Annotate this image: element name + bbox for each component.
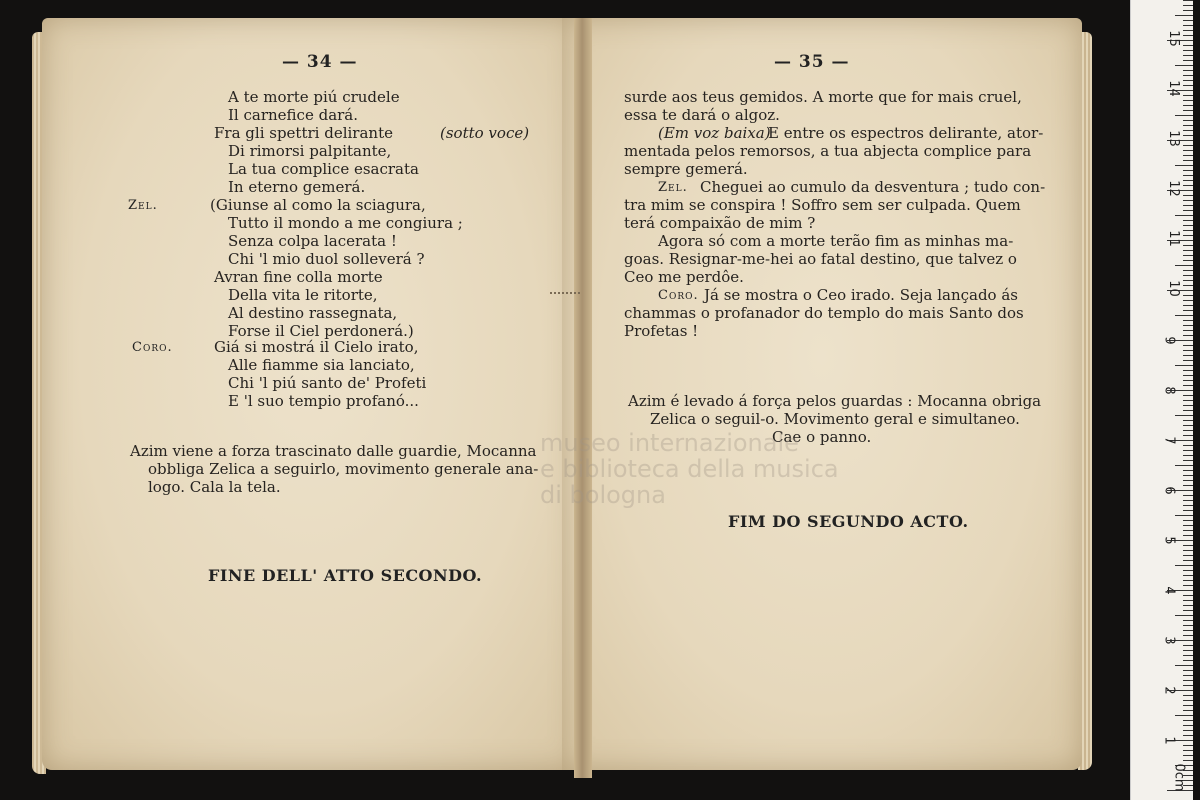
ruler-tick: [1183, 175, 1193, 176]
ruler-tick: [1183, 650, 1193, 651]
open-booklet: [30, 18, 1100, 788]
ruler-tick: [1183, 80, 1193, 81]
verse-line: Di rimorsi palpitante,: [228, 142, 392, 160]
ruler-tick: [1183, 320, 1193, 321]
verse-line: Forse il Ciel perdonerá.): [228, 322, 414, 340]
ruler-tick: [1183, 150, 1193, 151]
prose-line: mentada pelos remorsos, a tua abjecta complice para: [624, 142, 1032, 160]
ruler-tick: [1183, 10, 1193, 11]
binding-stitch: [550, 292, 580, 300]
act-end-heading: FIM DO SEGUNDO ACTO.: [728, 512, 969, 531]
ruler-tick: [1183, 470, 1193, 471]
verse-line: A te morte piú crudele: [228, 88, 400, 106]
ruler-tick: [1183, 745, 1193, 746]
ruler-tick: [1183, 720, 1193, 721]
ruler-tick: [1183, 725, 1193, 726]
ruler-tick: [1175, 465, 1193, 466]
ruler-tick: [1183, 235, 1193, 236]
ruler-tick: [1183, 630, 1193, 631]
ruler-tick: [1183, 130, 1193, 131]
ruler-tick: [1183, 210, 1193, 211]
left-page: [42, 18, 578, 770]
ruler-tick: [1183, 560, 1193, 561]
ruler-tick: [1183, 430, 1193, 431]
ruler-number: 8: [1161, 386, 1177, 395]
ruler-number: 10: [1165, 280, 1181, 297]
ruler-tick: [1175, 315, 1193, 316]
ruler-tick: [1183, 205, 1193, 206]
ruler-tick: [1183, 245, 1193, 246]
ruler-tick: [1183, 510, 1193, 511]
ruler-tick: [1175, 215, 1193, 216]
prose-line: Já se mostra o Ceo irado. Seja lançado ás: [704, 286, 1018, 304]
ruler-number: 14: [1165, 80, 1181, 97]
ruler-tick: [1183, 335, 1193, 336]
stage-direction-line: Zelica o seguil-o. Movimento geral e simultaneo.: [650, 410, 1020, 428]
stage-direction-line: Azim viene a forza trascinato dalle guardie, Mocanna: [130, 442, 537, 460]
ruler-tick: [1183, 100, 1193, 101]
ruler-tick: [1183, 275, 1193, 276]
ruler-tick: [1183, 195, 1193, 196]
ruler-tick: [1183, 110, 1193, 111]
stage-direction-line: Azim é levado á força pelos guardas : Mocanna obriga: [628, 392, 1042, 410]
ruler-tick: [1183, 330, 1193, 331]
ruler-tick: [1183, 445, 1193, 446]
ruler-number: 3: [1161, 636, 1177, 645]
ruler-tick: [1183, 530, 1193, 531]
ruler-tick: [1183, 410, 1193, 411]
ruler-tick: [1183, 70, 1193, 71]
act-end-heading: FINE DELL' ATTO SECONDO.: [208, 566, 483, 585]
ruler-number: 1: [1161, 736, 1177, 745]
ruler-tick: [1183, 695, 1193, 696]
ruler-tick: [1183, 200, 1193, 201]
ruler-tick: [1183, 525, 1193, 526]
ruler-tick: [1183, 360, 1193, 361]
ruler-tick: [1183, 505, 1193, 506]
verse-line: Tutto il mondo a me congiura ;: [228, 214, 463, 232]
verse-line: Chi 'l mio duol solleverá ?: [228, 250, 425, 268]
ruler-number: 11: [1165, 230, 1181, 247]
prose-line: sempre gemerá.: [624, 160, 748, 178]
ruler-tick: [1183, 660, 1193, 661]
verse-line: In eterno gemerá.: [228, 178, 366, 196]
ruler-tick: [1183, 385, 1193, 386]
ruler-number: 12: [1165, 180, 1181, 197]
ruler-tick: [1183, 85, 1193, 86]
ruler-tick: [1183, 680, 1193, 681]
stage-aside: (Em voz baixa): [658, 124, 771, 142]
ruler-tick: [1183, 425, 1193, 426]
ruler-tick: [1183, 75, 1193, 76]
ruler-tick: [1183, 325, 1193, 326]
verse-line: (Giunse al como la sciagura,: [210, 196, 426, 214]
ruler-tick: [1183, 135, 1193, 136]
ruler-tick: [1183, 105, 1193, 106]
ruler-tick: [1183, 755, 1193, 756]
prose-line: surde aos teus gemidos. A morte que for mais cruel,: [624, 88, 1022, 106]
ruler-tick: [1183, 20, 1193, 21]
stage-direction-line: obbliga Zelica a seguirlo, movimento generale ana-: [148, 460, 539, 478]
ruler-tick: [1183, 145, 1193, 146]
verse-line: E 'l suo tempio profanó...: [228, 392, 419, 410]
ruler-tick: [1183, 295, 1193, 296]
ruler-tick: [1183, 645, 1193, 646]
ruler-tick: [1183, 495, 1193, 496]
ruler-tick: [1183, 375, 1193, 376]
ruler-tick: [1175, 515, 1193, 516]
ruler-tick: [1183, 30, 1193, 31]
prose-line: Agora só com a morte terão fim as minhas ma-: [658, 232, 1014, 250]
ruler-tick: [1183, 0, 1193, 1]
ruler-tick: [1183, 120, 1193, 121]
ruler-unit-label: 0cm: [1171, 763, 1187, 792]
ruler-tick: [1183, 50, 1193, 51]
watermark-line: museo internazionale: [540, 429, 799, 457]
ruler-tick: [1183, 480, 1193, 481]
ruler-tick: [1183, 305, 1193, 306]
ruler-tick: [1183, 475, 1193, 476]
ruler-tick: [1183, 25, 1193, 26]
ruler-tick: [1183, 455, 1193, 456]
ruler-number: 2: [1161, 686, 1177, 695]
ruler-tick: [1183, 5, 1193, 6]
ruler-number: 15: [1165, 30, 1181, 47]
ruler-tick: [1183, 220, 1193, 221]
ruler-tick: [1183, 570, 1193, 571]
ruler-tick: [1183, 620, 1193, 621]
ruler-tick: [1175, 115, 1193, 116]
ruler-tick: [1183, 575, 1193, 576]
verse-line: La tua complice esacrata: [228, 160, 419, 178]
measurement-ruler: [1130, 0, 1193, 800]
verse-line: Avran fine colla morte: [214, 268, 383, 286]
ruler-tick: [1183, 460, 1193, 461]
ruler-tick: [1183, 280, 1193, 281]
ruler-number: 5: [1161, 536, 1177, 545]
prose-line: tra mim se conspira ! Soffro sem ser culpada. Quem: [624, 196, 1021, 214]
ruler-tick: [1183, 710, 1193, 711]
ruler-tick: [1183, 735, 1193, 736]
ruler-tick: [1183, 625, 1193, 626]
speaker-label-zel: Zel.: [658, 180, 688, 195]
ruler-number: 9: [1161, 336, 1177, 345]
ruler-tick: [1183, 760, 1193, 761]
ruler-number: 6: [1161, 486, 1177, 495]
ruler-tick: [1183, 535, 1193, 536]
right-page: [562, 18, 1082, 770]
prose-line: chammas o profanador do templo do mais Santo dos: [624, 304, 1024, 322]
library-watermark: [540, 430, 839, 508]
ruler-tick: [1183, 405, 1193, 406]
watermark-line: di bologna: [540, 481, 666, 509]
ruler-tick: [1183, 600, 1193, 601]
prose-line: goas. Resignar-me-hei ao fatal destino, que talvez o: [624, 250, 1017, 268]
ruler-tick: [1175, 665, 1193, 666]
verse-line: Senza colpa lacerata !: [228, 232, 397, 250]
ruler-tick: [1183, 610, 1193, 611]
ruler-tick: [1175, 615, 1193, 616]
ruler-tick: [1183, 555, 1193, 556]
ruler-tick: [1183, 350, 1193, 351]
ruler-tick: [1183, 45, 1193, 46]
verse-line: Il carnefice dará.: [228, 106, 359, 124]
ruler-tick: [1183, 655, 1193, 656]
ruler-tick: [1183, 285, 1193, 286]
right-page-number: — 35 —: [774, 52, 850, 72]
ruler-tick: [1183, 675, 1193, 676]
ruler-tick: [1183, 255, 1193, 256]
watermark-line: e biblioteca della musica: [540, 455, 839, 483]
ruler-tick: [1175, 565, 1193, 566]
ruler-tick: [1183, 435, 1193, 436]
ruler-tick: [1183, 485, 1193, 486]
ruler-tick: [1183, 125, 1193, 126]
ruler-tick: [1183, 55, 1193, 56]
ruler-tick: [1175, 65, 1193, 66]
book-gutter: [574, 18, 592, 778]
ruler-tick: [1183, 230, 1193, 231]
ruler-tick: [1183, 185, 1193, 186]
ruler-tick: [1183, 635, 1193, 636]
verse-line: Al destino rassegnata,: [228, 304, 398, 322]
ruler-tick: [1183, 605, 1193, 606]
prose-line: Ceo me perdôe.: [624, 268, 744, 286]
ruler-tick: [1183, 685, 1193, 686]
ruler-tick: [1183, 580, 1193, 581]
ruler-tick: [1183, 550, 1193, 551]
verse-line: Fra gli spettri delirante: [214, 124, 393, 142]
ruler-tick: [1183, 300, 1193, 301]
ruler-tick: [1175, 265, 1193, 266]
ruler-tick: [1175, 365, 1193, 366]
left-page-number: — 34 —: [282, 52, 358, 72]
ruler-tick: [1183, 400, 1193, 401]
ruler-tick: [1183, 420, 1193, 421]
ruler-tick: [1183, 730, 1193, 731]
ruler-tick: [1183, 700, 1193, 701]
ruler-tick: [1183, 250, 1193, 251]
ruler-tick: [1183, 225, 1193, 226]
ruler-tick: [1183, 585, 1193, 586]
ruler-tick: [1175, 715, 1193, 716]
ruler-tick: [1183, 595, 1193, 596]
ruler-tick: [1183, 520, 1193, 521]
ruler-tick: [1183, 95, 1193, 96]
ruler-tick: [1183, 270, 1193, 271]
prose-line: terá compaixão de mim ?: [624, 214, 816, 232]
ruler-tick: [1183, 170, 1193, 171]
speaker-label-coro: Coro.: [658, 288, 699, 303]
prose-line: Profetas !: [624, 322, 699, 340]
ruler-number: 13: [1165, 130, 1181, 147]
stage-direction-line: Cae o panno.: [772, 428, 872, 446]
stage-aside: (sotto voce): [440, 124, 530, 142]
ruler-tick: [1183, 35, 1193, 36]
ruler-tick: [1183, 60, 1193, 61]
ruler-tick: [1183, 545, 1193, 546]
ruler-tick: [1183, 310, 1193, 311]
ruler-tick: [1183, 705, 1193, 706]
ruler-tick: [1175, 15, 1193, 16]
prose-line: essa te dará o algoz.: [624, 106, 780, 124]
ruler-tick: [1183, 370, 1193, 371]
verse-line: Giá si mostrá il Cielo irato,: [214, 338, 419, 356]
ruler-tick: [1183, 345, 1193, 346]
ruler-number: 7: [1161, 436, 1177, 445]
ruler-tick: [1183, 180, 1193, 181]
verse-line: Della vita le ritorte,: [228, 286, 378, 304]
ruler-tick: [1175, 165, 1193, 166]
ruler-tick: [1183, 750, 1193, 751]
ruler-tick: [1183, 160, 1193, 161]
ruler-tick: [1183, 155, 1193, 156]
ruler-number: 4: [1161, 586, 1177, 595]
verse-line: Chi 'l piú santo de' Profeti: [228, 374, 427, 392]
ruler-tick: [1183, 380, 1193, 381]
ruler-tick: [1183, 395, 1193, 396]
ruler-tick: [1175, 415, 1193, 416]
speaker-label-coro: Coro.: [132, 340, 173, 355]
speaker-label-zel: Zel.: [128, 198, 158, 213]
ruler-tick: [1183, 260, 1193, 261]
ruler-tick: [1183, 355, 1193, 356]
stage-direction-line: logo. Cala la tela.: [148, 478, 281, 496]
ruler-tick: [1183, 450, 1193, 451]
verse-line: Alle fiamme sia lanciato,: [228, 356, 415, 374]
ruler-tick: [1183, 500, 1193, 501]
prose-line: Cheguei ao cumulo da desventura ; tudo con-: [700, 178, 1046, 196]
ruler-tick: [1183, 670, 1193, 671]
prose-line: E entre os espectros delirante, ator-: [768, 124, 1044, 142]
